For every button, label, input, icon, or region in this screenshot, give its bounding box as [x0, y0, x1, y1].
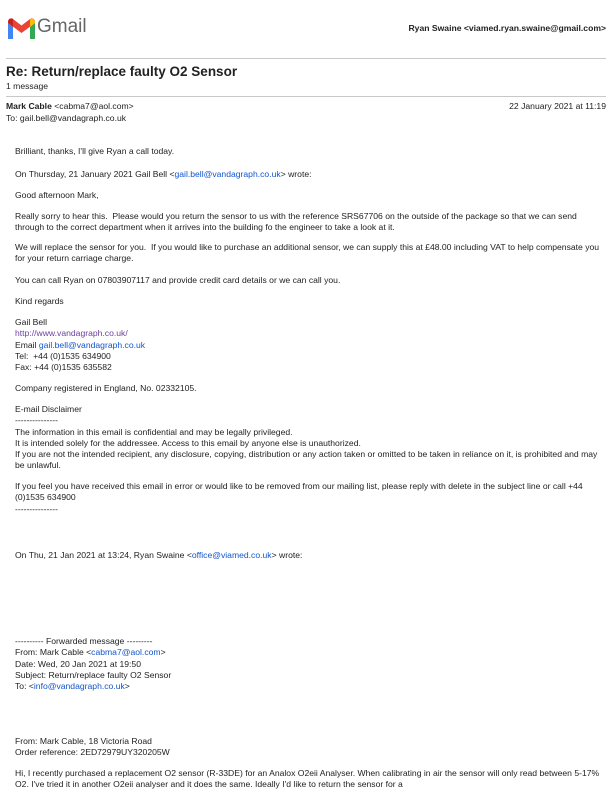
- message-count: 1 message: [6, 81, 49, 91]
- paragraph: We will replace the sensor for you. If you would like to purchase an additional sensor, we can supply this at £48.00 including VAT to help compensate you for your return carriage charge.: [15, 242, 602, 264]
- email-link[interactable]: info@vandagraph.co.uk: [33, 681, 125, 692]
- fwd-to: To: <: [15, 681, 34, 692]
- divider: [6, 58, 606, 59]
- message-date: 22 January 2021 at 11:19: [509, 101, 606, 111]
- paragraph: Really sorry to hear this. Please would you return the sensor to us with the reference SRS67706 on the outside of the package so that we can send through to the correct department when it arrives into the building fo the engineer to take a look at it.: [15, 211, 580, 233]
- quote-header-text: On Thursday, 21 January 2021 Gail Bell <: [15, 169, 175, 179]
- sig-fax: Fax: +44 (0)1535 635582: [15, 362, 112, 373]
- disclaimer-line: The information in this email is confidential and may be legally privileged.: [15, 426, 293, 437]
- paragraph: Hi, I recently purchased a replacement O2 sensor (R-33DE) for an Analox O2eii Analyser. When calibrating in air the sensor will only read between 5-17% O2. I've tried it in another O2eii analyser and it does the same. Ideally I'd like to return the sensor for a: [15, 768, 602, 790]
- quote-header: [15, 169, 605, 180]
- divider: [6, 96, 606, 97]
- paragraph: You can call Ryan on 07803907117 and provide credit card details or we can call you.: [15, 275, 341, 285]
- orig-from: From: Mark Cable, 18 Victoria Road: [15, 736, 152, 746]
- reply-text: Brilliant, thanks, I'll give Ryan a call today.: [15, 146, 175, 156]
- email-link[interactable]: gail.bell@vandagraph.co.uk: [38, 339, 146, 350]
- quote-header-text: > wrote:: [271, 550, 303, 560]
- gmail-logo-icon: [6, 17, 37, 39]
- disclaimer-line: If you feel you have received this email in error or would like to be removed from our mailing list, please reply with delete in the subject line or call +44 (0)1535 634900: [15, 481, 586, 503]
- original-header: [15, 736, 605, 759]
- disclaimer-footer: [15, 481, 605, 515]
- signature: [15, 317, 605, 373]
- closing: Kind regards: [15, 296, 64, 306]
- email-link[interactable]: office@viamed.co.uk: [191, 550, 272, 560]
- fwd-subject: Subject: Return/replace faulty O2 Sensor: [15, 669, 172, 680]
- account-label: Ryan Swaine <viamed.ryan.swaine@gmail.com>: [408, 23, 606, 33]
- fwd-from: From: Mark Cable <: [15, 647, 92, 658]
- sender: [6, 101, 134, 111]
- quote-header: [15, 550, 605, 561]
- recipient: To: gail.bell@vandagraph.co.uk: [6, 113, 127, 123]
- fwd-date: Date: Wed, 20 Jan 2021 at 19:50: [15, 658, 141, 669]
- disclaimer-line: If you are not the intended recipient, any disclosure, copying, distribution or any action taken or omitted to be taken in reliance on it, is prohibited and may be unlawful.: [15, 449, 600, 471]
- fwd-from: >: [160, 647, 166, 658]
- fwd-to: >: [124, 681, 130, 692]
- sender-email: <cabma7@aol.com>: [54, 101, 134, 111]
- quote-header-text: On Thu, 21 Jan 2021 at 13:24, Ryan Swaine <: [15, 550, 192, 560]
- separator: ---------------: [15, 503, 58, 514]
- separator: ---------------: [15, 415, 58, 426]
- sig-email-label: Email: [15, 339, 39, 350]
- orig-order: Order reference: 2ED72979UY320205W: [15, 747, 170, 758]
- forwarded-title: ---------- Forwarded message ---------: [15, 636, 153, 646]
- disclaimer-title: E-mail Disclaimer: [15, 404, 82, 414]
- sender-name: Mark Cable: [6, 101, 52, 111]
- disclaimer-line: It is intended solely for the addressee. Access to this email by anyone else is unauthorized.: [15, 437, 361, 448]
- sig-name: Gail Bell: [15, 317, 47, 327]
- email-link[interactable]: gail.bell@vandagraph.co.uk: [174, 169, 281, 179]
- sig-tel: Tel: +44 (0)1535 634900: [15, 350, 111, 361]
- quote-header-text: > wrote:: [280, 169, 312, 179]
- gmail-wordmark: Gmail: [37, 16, 87, 37]
- website-link[interactable]: http://www.vandagraph.co.uk/: [15, 328, 128, 339]
- thread-subject: Re: Return/replace faulty O2 Sensor: [6, 64, 238, 79]
- disclaimer: [15, 404, 605, 472]
- email-link[interactable]: cabma7@aol.com: [91, 647, 161, 658]
- company-info: Company registered in England, No. 02332105.: [15, 383, 197, 393]
- greeting: Good afternoon Mark,: [15, 190, 99, 200]
- forwarded-header: [15, 636, 605, 692]
